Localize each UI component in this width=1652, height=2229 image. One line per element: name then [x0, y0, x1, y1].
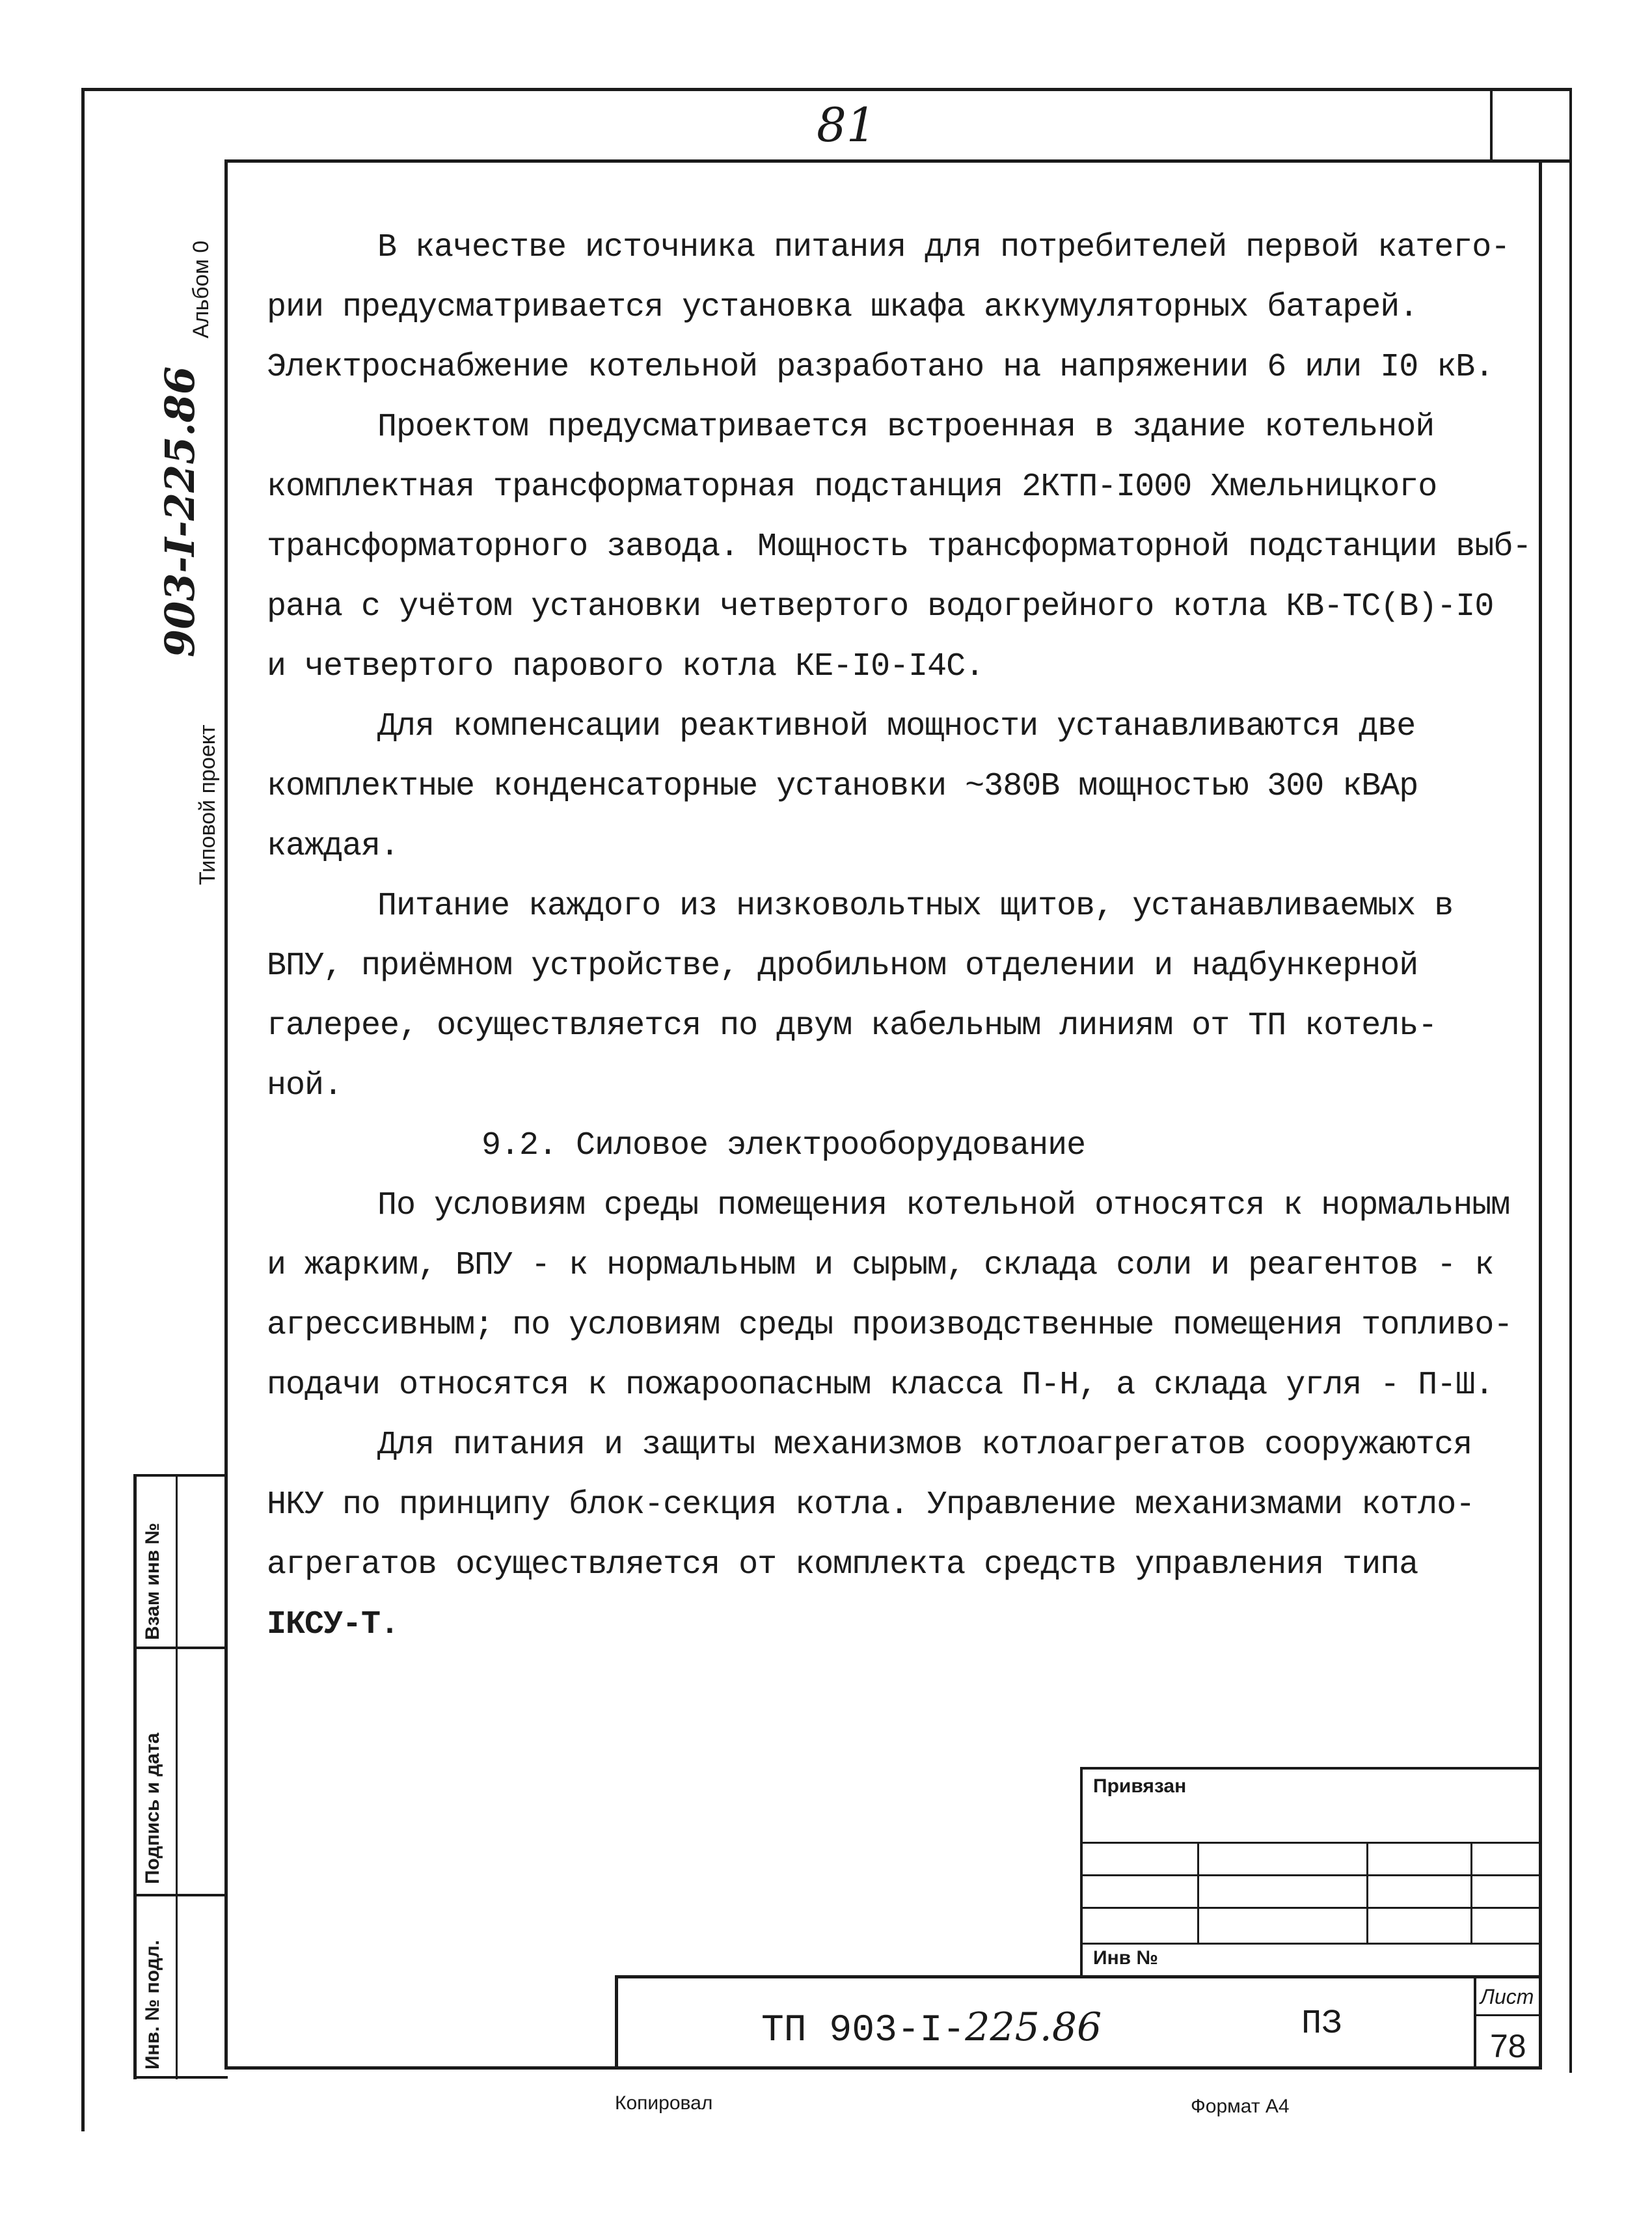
- inner-frame-top-line: [224, 159, 1571, 163]
- para6-line1: Для питания и защиты механизмов котлоагрегатов сооружаются: [377, 1427, 1472, 1464]
- attached-label: Привязан: [1093, 1775, 1187, 1797]
- main-block-top: [615, 1975, 1542, 1978]
- sheet-label: Лист: [1480, 1985, 1534, 2008]
- stamp-col2: [1366, 1842, 1368, 1943]
- top-right-corner-divider: [1490, 88, 1493, 161]
- para2-line4: рана с учётом установки четвертого водогрейного котла КВ-ТС(В)-I0: [267, 588, 1494, 625]
- para1-line3: Электроснабжение котельной разработано на напряжении 6 или I0 кВ.: [267, 349, 1494, 386]
- para2-line5: и четвертого парового котла КЕ-I0-I4С.: [267, 648, 984, 685]
- stamp-row3: [1080, 1907, 1542, 1909]
- para1-line1: В качестве источника питания для потребителей первой катего-: [377, 229, 1510, 266]
- para1-line2: рии предусматривается установка шкафа аккумуляторных батарей.: [267, 289, 1418, 326]
- doc-type: ПЗ: [1301, 2004, 1342, 2043]
- para5-line4: подачи относятся к пожароопасным класса П-Н, а склада угля - П-Ш.: [267, 1367, 1494, 1404]
- left-strip-top: [133, 1474, 228, 1477]
- para4-line4: ной.: [267, 1067, 343, 1104]
- para6-line3: агрегатов осуществляется от комплекта средств управления типа: [267, 1546, 1418, 1583]
- doc-code: [761, 2004, 1102, 2052]
- body-text: [267, 218, 1536, 1655]
- inv-no-label: Инв №: [1093, 1947, 1158, 1969]
- sheet-number: 78: [1490, 2028, 1526, 2064]
- inner-frame-bottom-line: [224, 2066, 1542, 2070]
- stamp-row1: [1080, 1842, 1542, 1844]
- signature-date-label: Подпись и дата: [142, 1732, 163, 1884]
- para5-line1: По условиям среды помещения котельной относятся к нормальным: [377, 1187, 1510, 1224]
- replaced-inv-label: Взам инв №: [142, 1522, 163, 1640]
- left-strip-inner: [176, 1474, 178, 2079]
- album-label: Альбом 0: [189, 240, 213, 338]
- inner-frame-right-line: [1539, 159, 1542, 2070]
- para3-line3: каждая.: [267, 828, 399, 865]
- sheet-box-left: [1474, 1975, 1476, 2070]
- para6-line4: IКСУ-Т.: [267, 1606, 399, 1643]
- handwritten-page-number: 81: [817, 98, 876, 152]
- side-project-number: 903-I-225.86: [156, 366, 204, 657]
- para2-line2: комплектная трансформаторная подстанция 2КТП-I000 Хмельницкого: [267, 469, 1437, 506]
- left-strip-div2: [133, 1894, 228, 1896]
- stamp-row2: [1080, 1874, 1542, 1876]
- outer-right-line: [1569, 88, 1572, 2073]
- para6-line2: НКУ по принципу блок-секция котла. Управление механизмами котло-: [267, 1486, 1475, 1524]
- para2-line1: Проектом предусматривается встроенная в здание котельной: [377, 409, 1435, 446]
- left-strip-outer: [133, 1474, 137, 2079]
- section-heading: 9.2. Силовое электрооборудование: [481, 1127, 1086, 1164]
- para3-line2: комплектные конденсаторные установки ~380В мощностью 300 кВАр: [267, 768, 1418, 805]
- stamp-col1: [1197, 1842, 1199, 1943]
- doc-code-handwritten: 225.86: [965, 2004, 1102, 2050]
- para5-line2: и жарким, ВПУ - к нормальным и сырым, склада соли и реагентов - к: [267, 1247, 1494, 1284]
- left-strip-div1: [133, 1647, 228, 1649]
- frame-left-line: [81, 88, 85, 2131]
- para5-line3: агрессивным; по условиям среды производственные помещения топливо-: [267, 1307, 1513, 1344]
- para4-line1: Питание каждого из низковольтных щитов, устанавливаемых в: [377, 888, 1454, 925]
- para3-line1: Для компенсации реактивной мощности устанавливаются две: [377, 708, 1416, 745]
- para2-line3: трансформаторного завода. Мощность трансформаторной подстанции выб-: [267, 528, 1532, 566]
- frame-top-line: [81, 88, 1571, 91]
- side-project-label: Типовой проект: [195, 724, 220, 885]
- para4-line3: галерее, осуществляется по двум кабельным линиям от ТП котель-: [267, 1007, 1437, 1045]
- stamp-row4: [1080, 1943, 1542, 1945]
- format-label: Формат А4: [1191, 2096, 1290, 2117]
- doc-code-prefix: ТП 903-I-: [761, 2010, 966, 2052]
- stamp-col3: [1470, 1842, 1472, 1943]
- para4-line2: ВПУ, приёмном устройстве, дробильном отделении и надбункерной: [267, 948, 1418, 985]
- stamp-top: [1080, 1767, 1542, 1770]
- copied-label: Копировал: [615, 2092, 713, 2114]
- inner-frame-left-line: [224, 159, 228, 2070]
- inv-orig-label: Инв. № подл.: [142, 1939, 163, 2070]
- sheet-box-div: [1474, 2014, 1542, 2016]
- main-block-left: [615, 1975, 618, 2070]
- left-strip-bottom: [133, 2076, 228, 2079]
